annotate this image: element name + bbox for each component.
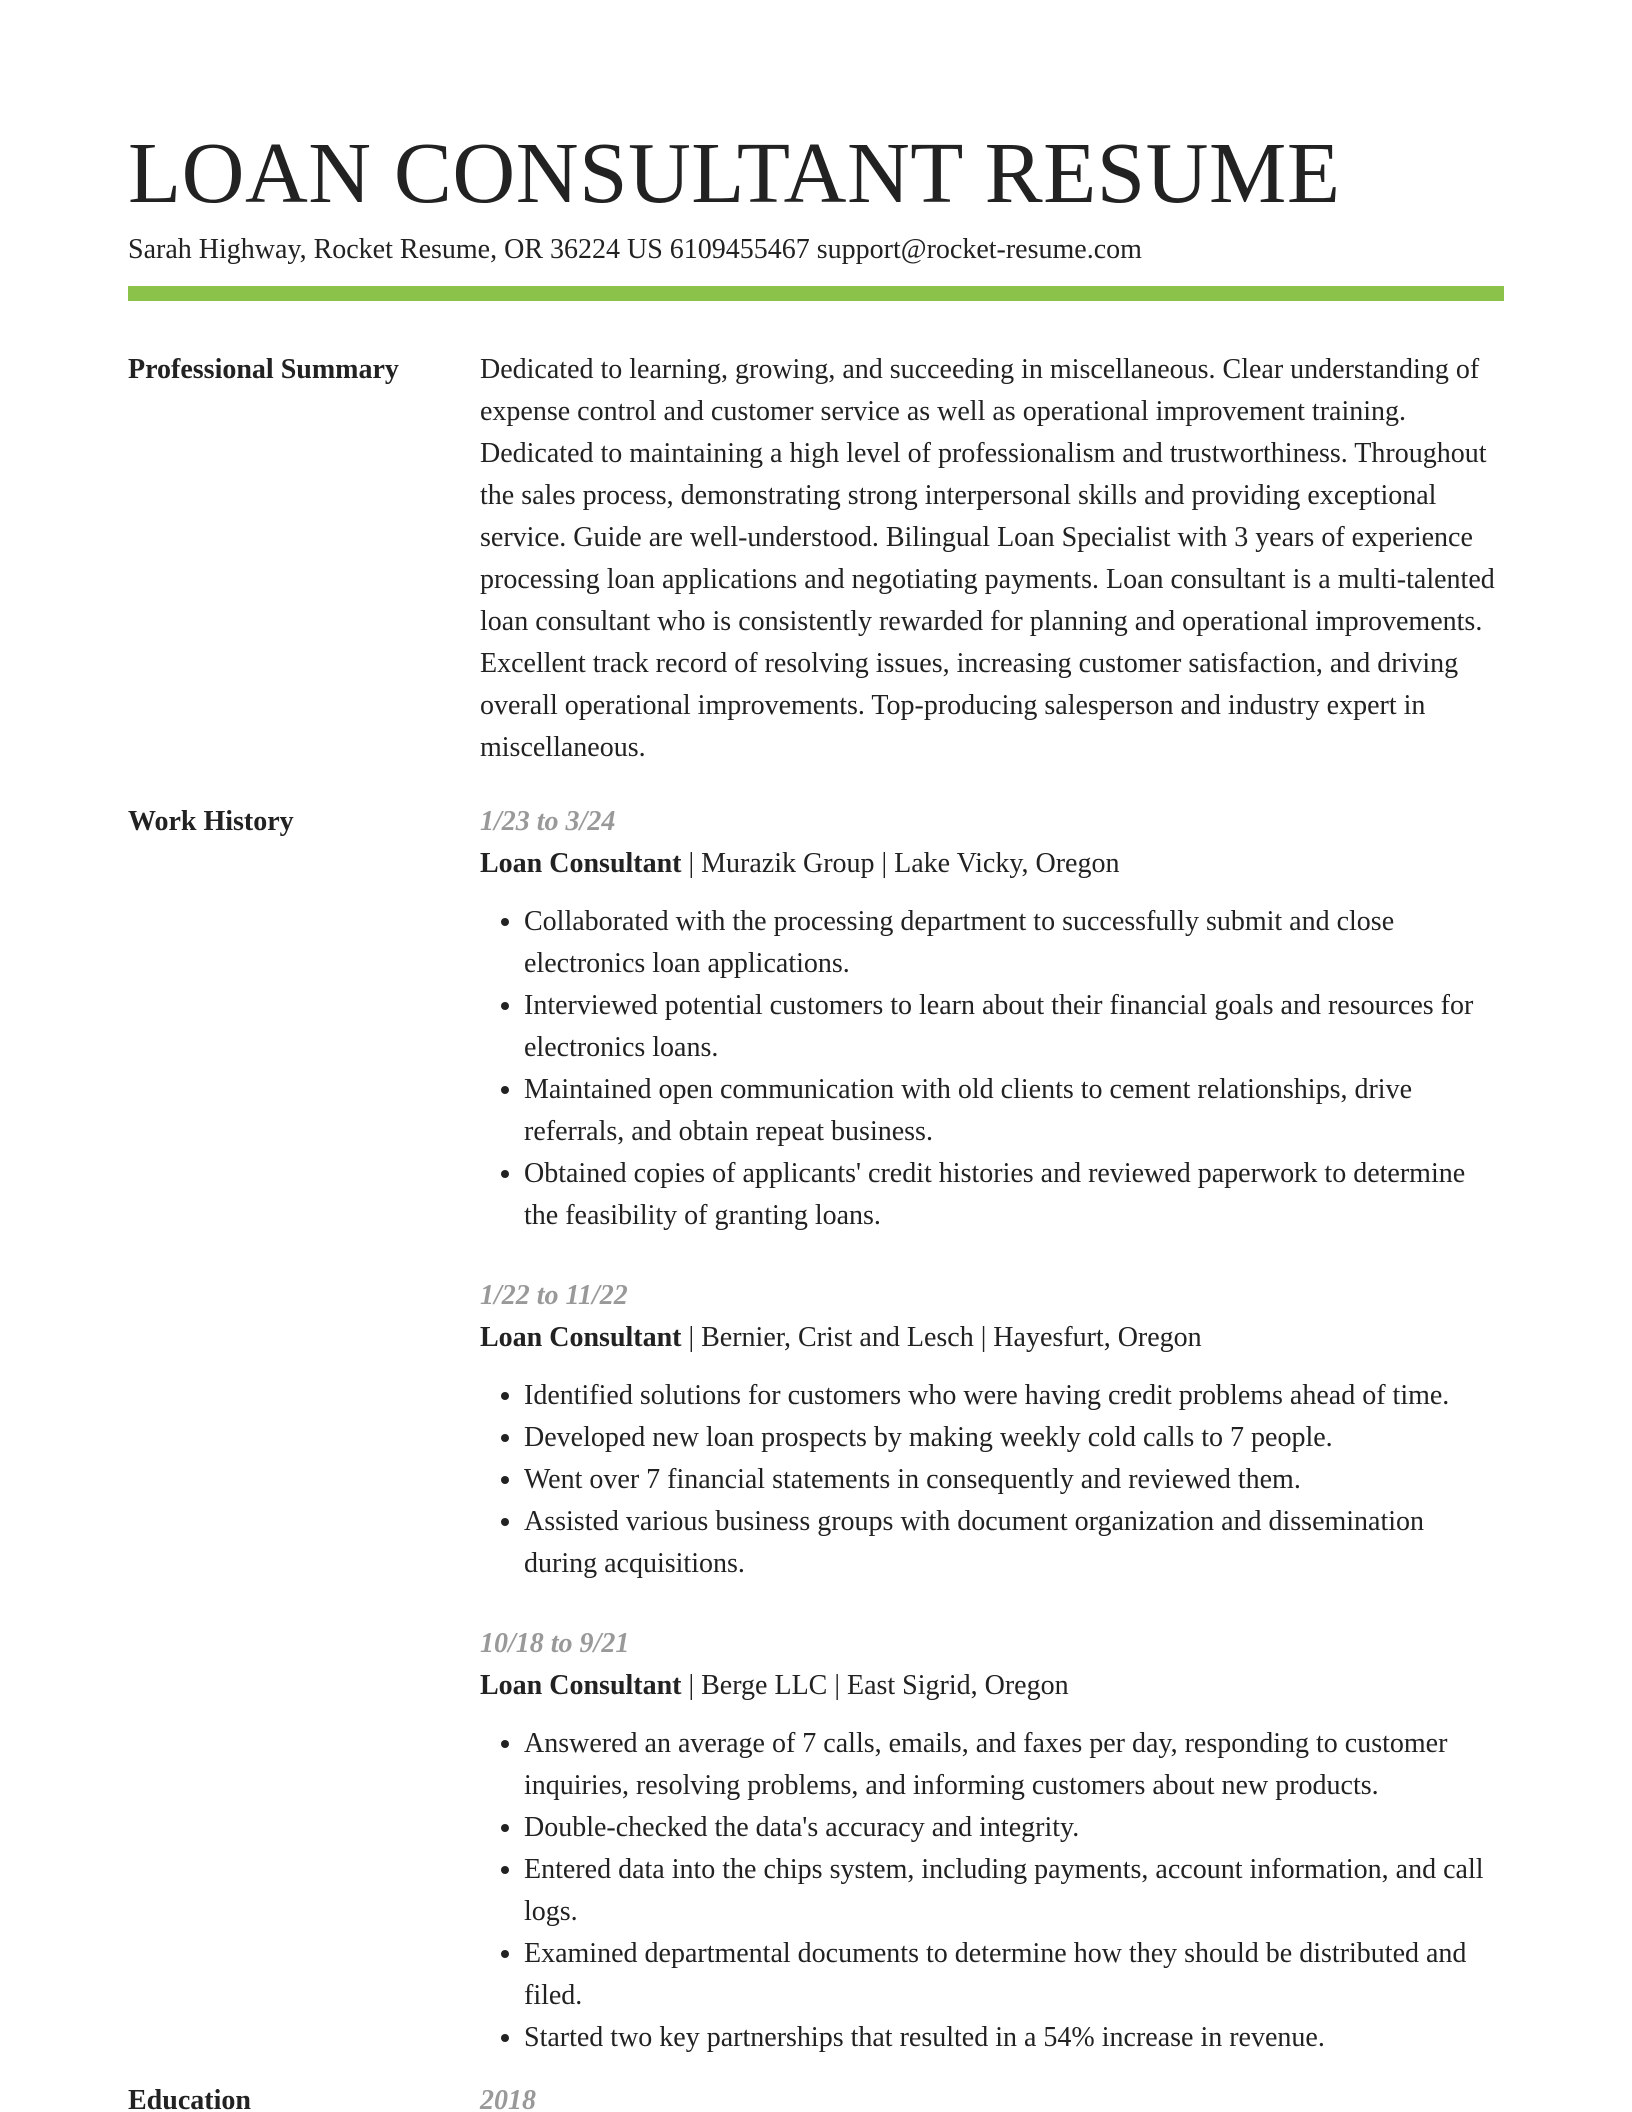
job-heading (480, 1317, 1504, 1359)
list-item: • Identified solutions for customers who were having credit problems ahead of time. (524, 1375, 1504, 1417)
list-item: • Answered an average of 7 calls, emails, and faxes per day, responding to customer inquiries, resolving problems, and informing customers about new products. (524, 1723, 1504, 1807)
list-item: • Entered data into the chips system, including payments, account information, and call logs. (524, 1849, 1504, 1933)
list-item: • Started two key partnerships that resulted in a 54% increase in revenue. (524, 2017, 1504, 2059)
job-entry (480, 1623, 1504, 2059)
work-history-heading: Work History (128, 806, 294, 837)
accent-divider (128, 286, 1504, 301)
job-duties-list (480, 901, 1504, 1237)
job-duties-list (480, 1723, 1504, 2059)
page-title: LOAN CONSULTANT RESUME (128, 124, 1341, 221)
education-body (480, 2080, 1504, 2112)
list-item: • Collaborated with the processing department to successfully submit and close electronics loan applications. (524, 901, 1504, 985)
list-item: • Went over 7 financial statements in consequently and reviewed them. (524, 1459, 1504, 1501)
job-heading (480, 1665, 1504, 1707)
job-title: Loan Consultant (480, 1322, 682, 1353)
list-item: • Obtained copies of applicants' credit histories and reviewed paperwork to determine the feasibility of granting loans. (524, 1153, 1504, 1237)
work-history-body (480, 801, 1504, 2097)
contact-line: Sarah Highway, Rocket Resume, OR 36224 US 6109455467 support@rocket-resume.com (128, 234, 1142, 265)
list-item: • Interviewed potential customers to learn about their financial goals and resources for electronics loans. (524, 985, 1504, 1069)
job-details: | Bernier, Crist and Lesch | Hayesfurt, Oregon (681, 1322, 1202, 1353)
job-dates: 1/22 to 11/22 (480, 1280, 628, 1311)
job-title: Loan Consultant (480, 848, 682, 879)
list-item: • Developed new loan prospects by making weekly cold calls to 7 people. (524, 1417, 1504, 1459)
job-entry (480, 1275, 1504, 1585)
resume-header (128, 118, 1504, 270)
list-item: • Maintained open communication with old clients to cement relationships, drive referrals, and obtain repeat business. (524, 1069, 1504, 1153)
summary-heading: Professional Summary (128, 354, 399, 385)
job-details: | Berge LLC | East Sigrid, Oregon (681, 1670, 1069, 1701)
education-year: 2018 (480, 2085, 536, 2112)
job-details: | Murazik Group | Lake Vicky, Oregon (681, 848, 1120, 879)
list-item: • Double-checked the data's accuracy and integrity. (524, 1807, 1504, 1849)
job-title: Loan Consultant (480, 1670, 682, 1701)
job-duties-list (480, 1375, 1504, 1585)
summary-body (480, 349, 1504, 769)
job-entry (480, 801, 1504, 1237)
job-dates: 1/23 to 3/24 (480, 806, 616, 837)
summary-text: Dedicated to learning, growing, and succeeding in miscellaneous. Clear understanding of expense control and customer service as well as operational improvement training. Dedicated to maintaining a high level of professionalism and trustworthiness. Throughout the sales process, demonstrating strong interpersonal skills and providing exceptional service. Guide are well-understood. Bilingual Loan Specialist with 3 years of experience processing loan applications and negotiating payments. Loan consultant is a multi-talented loan consultant who is consistently rewarded for planning and operational improvements. Excellent track record of resolving issues, increasing customer satisfaction, and driving overall operational improvements. Top-producing salesperson and industry expert in miscellaneous. (480, 354, 1495, 763)
education-heading: Education (128, 2085, 251, 2112)
list-item: • Examined departmental documents to determine how they should be distributed and filed. (524, 1933, 1504, 2017)
list-item: • Assisted various business groups with document organization and dissemination during acquisitions. (524, 1501, 1504, 1585)
job-heading (480, 843, 1504, 885)
job-dates: 10/18 to 9/21 (480, 1628, 630, 1659)
